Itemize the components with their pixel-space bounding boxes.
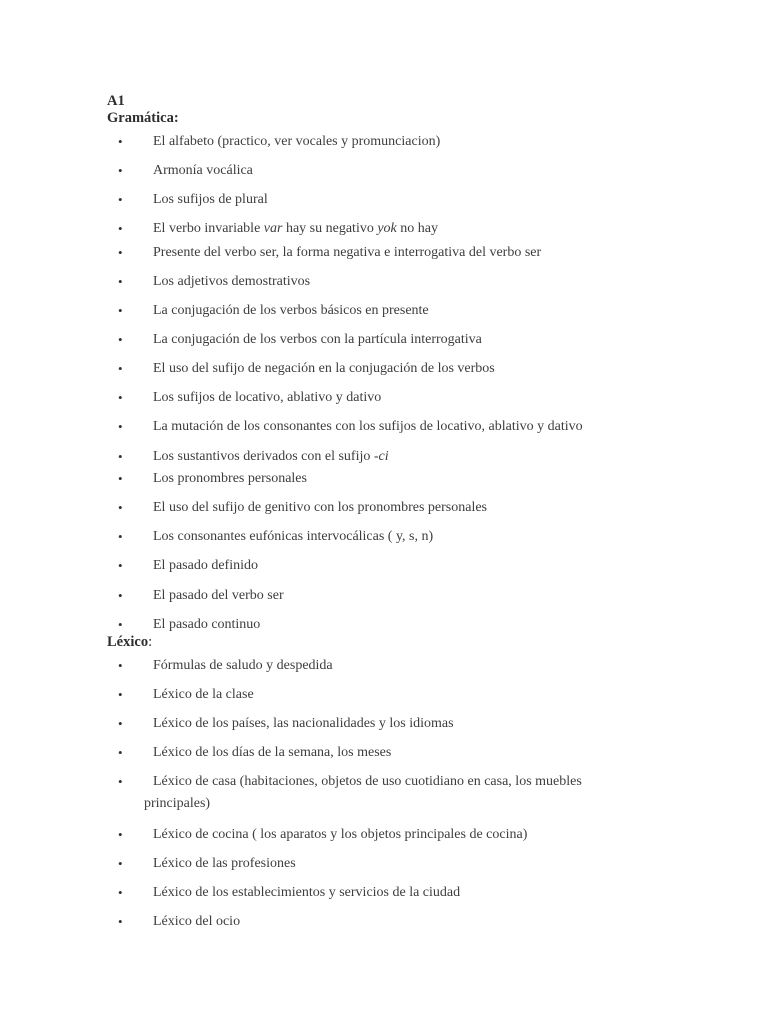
list-item bbox=[118, 497, 758, 519]
list-item-text: Los sufijos de locativo, ablativo y dativo bbox=[153, 390, 382, 405]
list-item bbox=[118, 446, 758, 468]
lexicon-heading-text: Léxico bbox=[107, 634, 149, 650]
bullet-icon: • bbox=[118, 134, 123, 149]
list-item bbox=[118, 242, 758, 264]
list-item-text bbox=[118, 771, 758, 793]
bullet-icon: • bbox=[118, 361, 123, 376]
list-item-text: Presente del verbo ser, la forma negativa e interrogativa del verbo ser bbox=[153, 245, 542, 260]
list-item-text: Armonía vocálica bbox=[153, 163, 253, 178]
list-item bbox=[118, 189, 758, 211]
lexicon-heading-colon: : bbox=[148, 634, 153, 650]
text-segment: Los sustantivos derivados con el sufijo bbox=[153, 449, 374, 464]
list-item bbox=[118, 853, 758, 875]
list-item bbox=[118, 300, 758, 322]
list-item-text: La mutación de los consonantes con los sufijos de locativo, ablativo y dativo bbox=[153, 419, 583, 434]
bullet-icon: • bbox=[118, 419, 123, 434]
list-item-text: El uso del sufijo de negación en la conjugación de los verbos bbox=[153, 361, 495, 376]
list-item-text: Léxico de cocina ( los aparatos y los objetos principales de cocina) bbox=[153, 827, 528, 842]
list-item-text: Los sufijos de plural bbox=[153, 192, 268, 207]
bullet-icon: • bbox=[118, 745, 123, 760]
list-item bbox=[118, 614, 758, 636]
list-item bbox=[118, 271, 758, 293]
list-item-text: Fórmulas de saludo y despedida bbox=[153, 658, 333, 673]
bullet-icon: • bbox=[118, 617, 123, 632]
lexicon-heading bbox=[107, 634, 152, 650]
bullet-icon: • bbox=[118, 245, 123, 260]
list-item bbox=[118, 911, 758, 933]
bullet-icon: • bbox=[118, 274, 123, 289]
bullet-icon: • bbox=[118, 856, 123, 871]
bullet-icon: • bbox=[118, 914, 123, 929]
bullet-icon: • bbox=[118, 687, 123, 702]
list-item-text: El pasado definido bbox=[153, 558, 258, 573]
list-item-text: Léxico de los países, las nacionalidades y los idiomas bbox=[153, 716, 454, 731]
bullet-icon: • bbox=[118, 221, 123, 236]
text-segment: hay su negativo bbox=[282, 221, 378, 236]
list-item-text: La conjugación de los verbos con la partícula interrogativa bbox=[153, 332, 482, 347]
list-item bbox=[118, 585, 758, 607]
list-item bbox=[118, 684, 758, 706]
bullet-icon: • bbox=[118, 529, 123, 544]
list-item bbox=[118, 526, 758, 548]
list-item-text: Los consonantes eufónicas intervocálicas ( y, s, n) bbox=[153, 529, 434, 544]
list-item-text: Los pronombres personales bbox=[153, 471, 307, 486]
bullet-icon: • bbox=[118, 658, 123, 673]
list-item-text: El uso del sufijo de genitivo con los pronombres personales bbox=[153, 500, 487, 515]
list-item-text bbox=[118, 218, 758, 240]
list-item bbox=[118, 771, 758, 815]
list-item-text: El pasado del verbo ser bbox=[153, 588, 284, 603]
list-item-text: Léxico del ocio bbox=[153, 914, 241, 929]
bullet-icon: • bbox=[118, 390, 123, 405]
emphasis-ci: -ci bbox=[373, 449, 389, 464]
text-segment: no hay bbox=[396, 221, 438, 236]
list-item bbox=[118, 329, 758, 351]
list-item bbox=[118, 824, 758, 846]
list-item bbox=[118, 131, 758, 153]
bullet-icon: • bbox=[118, 449, 123, 464]
list-item-text bbox=[118, 446, 758, 468]
list-item-text: La conjugación de los verbos básicos en presente bbox=[153, 303, 429, 318]
bullet-icon: • bbox=[118, 558, 123, 573]
bullet-icon: • bbox=[118, 588, 123, 603]
emphasis-yok: yok bbox=[377, 221, 397, 236]
list-item bbox=[118, 742, 758, 764]
grammar-heading: Gramática: bbox=[107, 110, 179, 126]
list-item bbox=[118, 387, 758, 409]
text-segment: El verbo invariable bbox=[153, 221, 264, 236]
text-line-1: Léxico de casa (habitaciones, objetos de uso cuotidiano en casa, los muebles bbox=[153, 774, 582, 789]
list-item-text-continued bbox=[118, 793, 758, 815]
list-item bbox=[118, 160, 758, 182]
list-item bbox=[118, 882, 758, 904]
bullet-icon: • bbox=[118, 163, 123, 178]
list-item-text: Léxico de la clase bbox=[153, 687, 254, 702]
emphasis-var: var bbox=[263, 221, 283, 236]
list-item-text: Léxico de las profesiones bbox=[153, 856, 296, 871]
level-heading: A1 bbox=[107, 93, 125, 109]
list-item-text: El pasado continuo bbox=[153, 617, 261, 632]
bullet-icon: • bbox=[118, 774, 123, 789]
list-item bbox=[118, 468, 758, 490]
bullet-icon: • bbox=[118, 192, 123, 207]
bullet-icon: • bbox=[118, 500, 123, 515]
bullet-icon: • bbox=[118, 827, 123, 842]
list-item bbox=[118, 358, 758, 380]
list-item-text: Léxico de los establecimientos y servicios de la ciudad bbox=[153, 885, 461, 900]
list-item-text: El alfabeto (practico, ver vocales y promunciacion) bbox=[153, 134, 441, 149]
list-item bbox=[118, 218, 758, 240]
list-item bbox=[118, 555, 758, 577]
list-item-text: Léxico de los días de la semana, los meses bbox=[153, 745, 392, 760]
bullet-icon: • bbox=[118, 303, 123, 318]
bullet-icon: • bbox=[118, 716, 123, 731]
bullet-icon: • bbox=[118, 885, 123, 900]
list-item bbox=[118, 416, 758, 438]
list-item bbox=[118, 655, 758, 677]
bullet-icon: • bbox=[118, 332, 123, 347]
text-line-2: principales) bbox=[144, 796, 211, 811]
list-item bbox=[118, 713, 758, 735]
bullet-icon: • bbox=[118, 471, 123, 486]
list-item-text: Los adjetivos demostrativos bbox=[153, 274, 311, 289]
